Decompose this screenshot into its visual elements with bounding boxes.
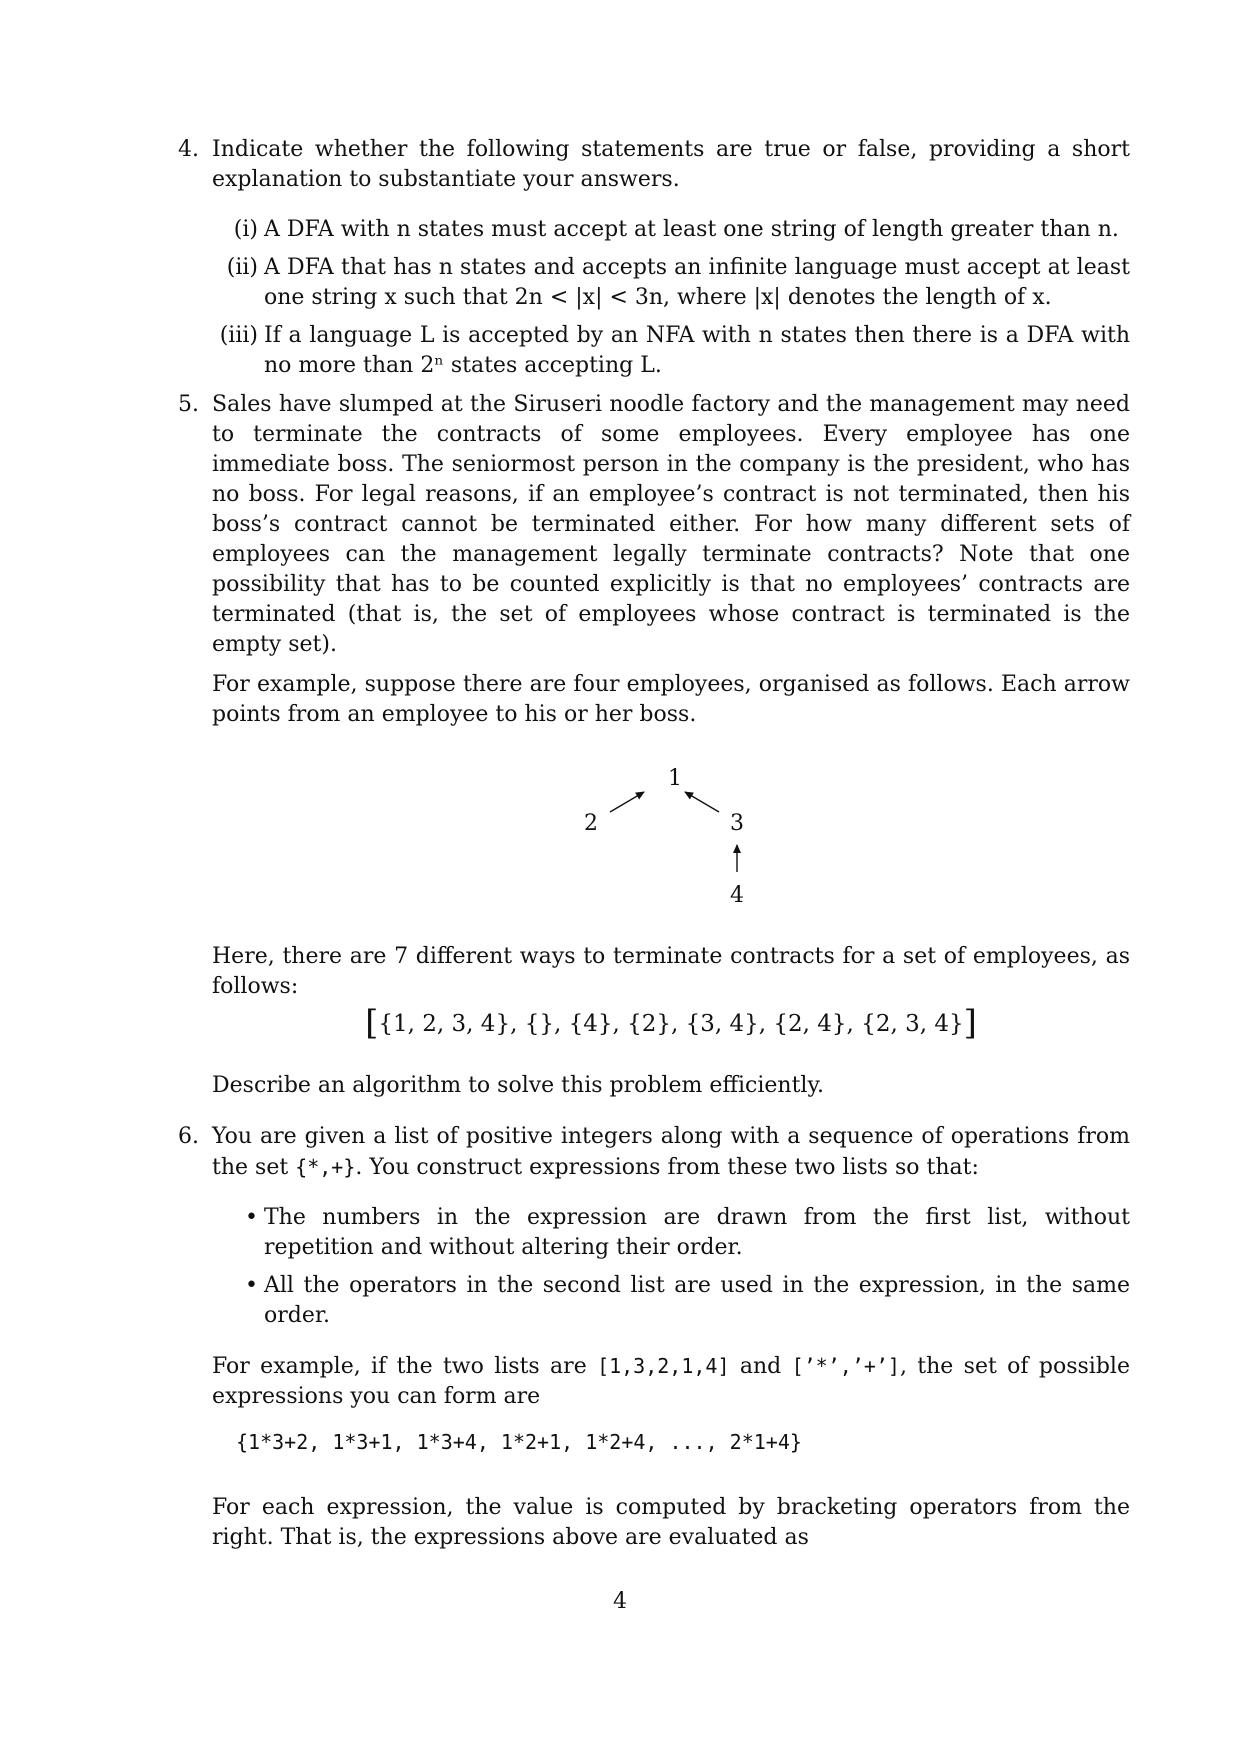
question-number: 6. — [178, 1124, 199, 1149]
statement-text: If a language L is accepted by an NFA with n states then there is a DFA with no more than 2ⁿ states accepting L. — [264, 323, 1130, 378]
arrow-3-to-1 — [685, 792, 719, 812]
number-list: [1,3,2,1,4] — [597, 1354, 730, 1378]
bullet-icon: • — [245, 1273, 258, 1298]
question-6-paragraph-2: For example, if the two lists are [1,3,2,1,4] and [’*’,’+’], the set of possible expressions you can form are — [212, 1354, 1130, 1409]
question-5-continued — [178, 942, 1130, 1002]
question-6-paragraph-3: For each expression, the value is computed by bracketing operators from the right. That is, the expressions above are evaluated as — [212, 1495, 1130, 1550]
question-6-continued — [178, 1493, 1130, 1553]
tree-node-2: 2 — [584, 811, 598, 836]
question-5-paragraph-2: For example, suppose there are four employees, organised as follows. Each arrow points from an employee to his or her boss. — [212, 672, 1130, 727]
terminations-sets: {1, 2, 3, 4}, {}, {4}, {2}, {3, 4}, {2, 4}, {2, 3, 4} — [378, 1011, 964, 1037]
question-number: 5. — [178, 392, 199, 417]
terminations-list: [{1, 2, 3, 4}, {}, {4}, {2}, {3, 4}, {2, 4}, {2, 3, 4}] — [365, 1003, 977, 1043]
question-5-paragraph-1: Sales have slumped at the Siruseri noodle factory and the management may need to terminate the contracts of some employees. Every employee has one immediate boss. The seniormost person in the company is the president, who has no boss. For legal reasons, if an employee’s contract is not terminated, then his boss’s contract cannot be terminated either. For how many different sets of employees can the management legally terminate contracts? Note that one possibility that has to be counted explicitly is that no employees’ contracts are terminated (that is, the set of employees whose contract is terminated is the empty set). — [212, 392, 1130, 657]
statement-iii — [219, 321, 1130, 381]
question-number: 4. — [178, 137, 199, 162]
employee-tree-diagram — [560, 755, 800, 925]
page-number: 4 — [613, 1589, 627, 1614]
statement-label: (i) — [233, 217, 258, 242]
statement-label: (iii) — [219, 323, 258, 348]
operator-list: [’*’,’+’] — [791, 1354, 900, 1378]
question-5-paragraph-3: Here, there are 7 different ways to terminate contracts for a set of employees, as follows: — [212, 944, 1130, 999]
question-4-intro: Indicate whether the following statements are true or false, providing a short explanation to substantiate your answers. — [212, 137, 1130, 192]
statement-ii — [226, 253, 1130, 313]
tree-node-4: 4 — [730, 883, 744, 908]
question-6 — [178, 1122, 1130, 1412]
statement-text: A DFA with n states must accept at least one string of length greater than n. — [264, 217, 1119, 242]
question-6-paragraph-1: You are given a list of positive integers along with a sequence of operations from the set {*,+}. You construct expressions from these two lists so that: — [212, 1124, 1130, 1180]
tree-node-3: 3 — [730, 811, 744, 836]
question-5 — [178, 390, 1130, 730]
expression-set: {1*3+2, 1*3+1, 1*3+4, 1*2+1, 1*2+4, ..., 2*1+4} — [236, 1430, 802, 1454]
bullet-icon: • — [245, 1205, 258, 1230]
arrow-2-to-1 — [610, 792, 644, 812]
question-5-paragraph-4: Describe an algorithm to solve this problem efficiently. — [212, 1073, 824, 1098]
tree-node-1: 1 — [668, 766, 682, 791]
bullet-item: • The numbers in the expression are drawn from the first list, without repetition and without altering their order. — [264, 1203, 1130, 1263]
statement-text: A DFA that has n states and accepts an infinite language must accept at least one string x such that 2n < |x| < 3n, where |x| denotes the length of x. — [264, 255, 1130, 310]
operator-set: {*,+} — [295, 1155, 356, 1179]
bullet-item: • All the operators in the second list are used in the expression, in the same order. — [264, 1271, 1130, 1331]
statement-i — [233, 215, 1130, 245]
question-5-end — [178, 1071, 1130, 1101]
question-4 — [178, 135, 1130, 381]
statement-label: (ii) — [226, 255, 258, 280]
